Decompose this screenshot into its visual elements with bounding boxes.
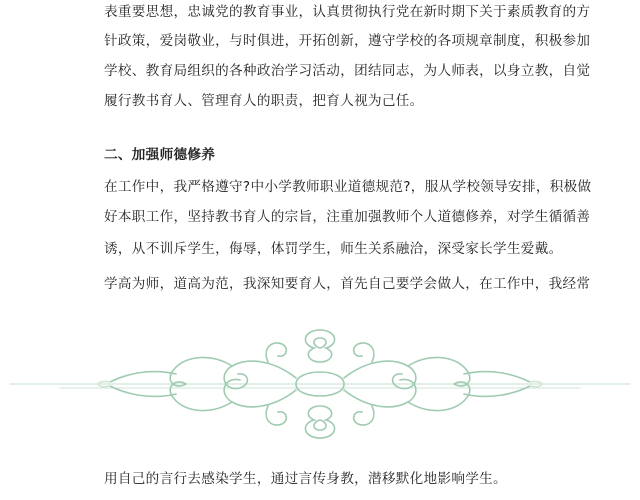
paragraph-line: 学校、教育局组织的各种政治学习活动，团结同志，为人师表，以身立教，自觉 <box>104 63 591 79</box>
paragraph-line: 用自己的言行去感染学生，通过言传身教，潜移默化地影响学生。 <box>104 471 507 487</box>
paragraph-line: 履行教书育人、管理育人的职责，把育人视为己任。 <box>104 93 424 109</box>
paragraph-line: 针政策，爱岗敬业，与时俱进，开拓创新，遵守学校的各项规章制度，积极参加 <box>104 33 591 49</box>
paragraph-line: 在工作中，我严格遵守?中小学教师职业道德规范?，服从学校领导安排，积极做 <box>104 179 592 195</box>
paragraph-line: 好本职工作，坚持教书育人的宗旨，注重加强教师个人道德修养，对学生循循善 <box>104 209 591 225</box>
paragraph-line: 表重要思想，忠诚党的教育事业，认真贯彻执行党在新时期下关于素质教育的方 <box>104 4 591 20</box>
section-heading: 二、加强师德修养 <box>104 147 216 163</box>
paragraph-line: 学高为师，道高为范，我深知要育人，首先自己要学会做人，在工作中，我经常 <box>104 276 591 292</box>
paragraph-line: 诱，从不训斥学生，侮辱，体罚学生，师生关系融洽，深受家长学生爱戴。 <box>104 241 563 257</box>
decorative-divider-ornament <box>0 322 640 448</box>
